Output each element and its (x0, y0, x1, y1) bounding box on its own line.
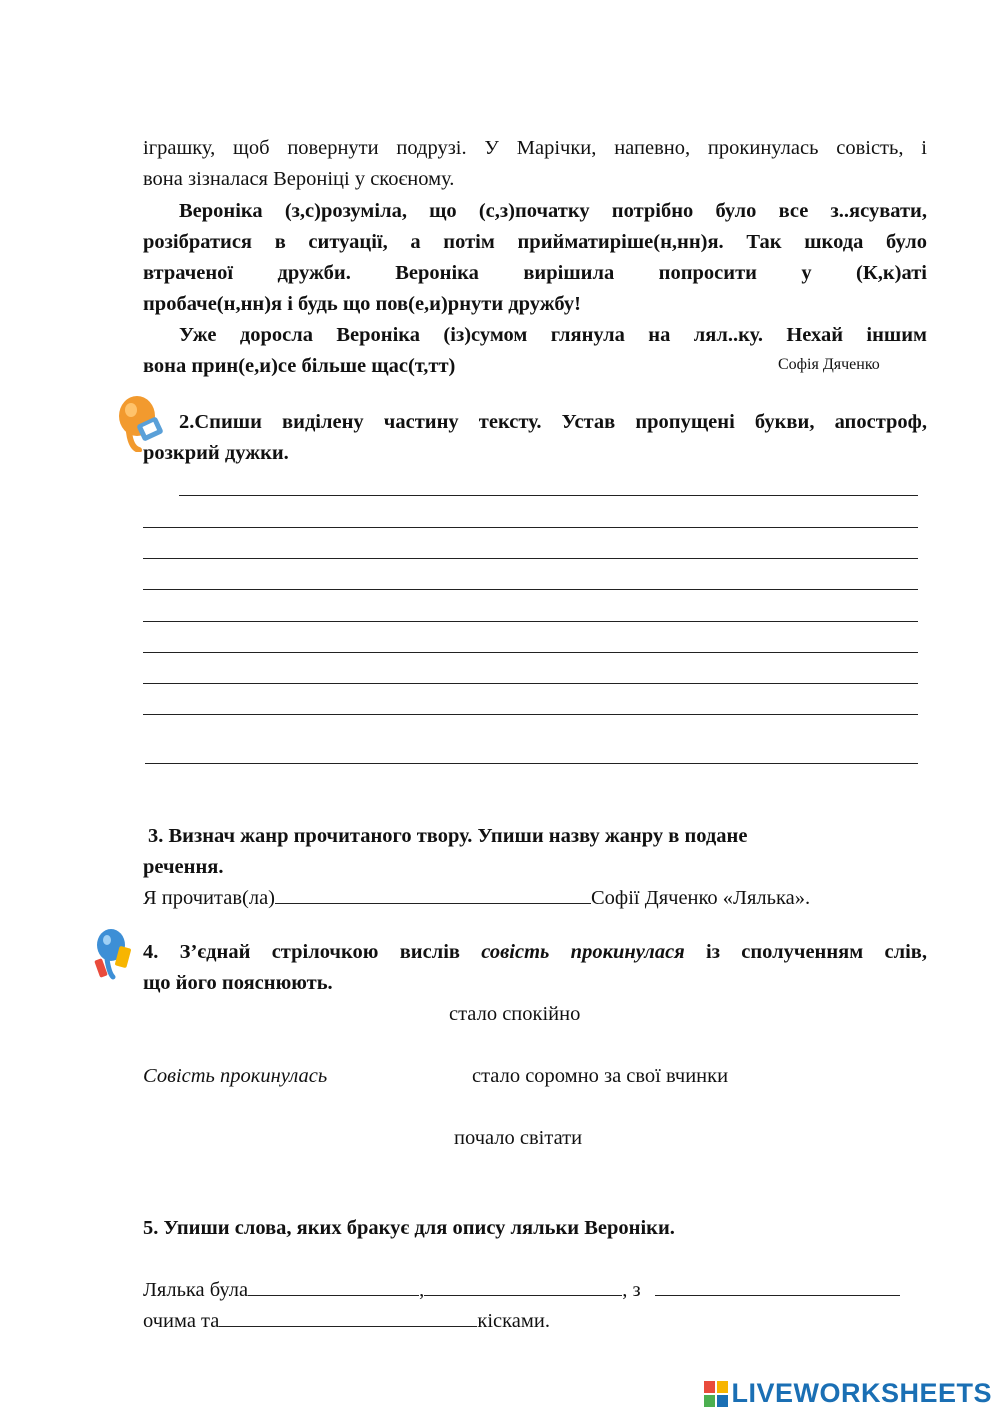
blue-mascot-icon (91, 925, 137, 981)
passage-line-2: вона зізналася Вероніці у скоєному. (143, 168, 455, 190)
liveworksheets-text: LIVEWORKSHEETS (731, 1378, 992, 1408)
bold-passage-line-4: пробаче(н,нн)я і будь що пов(е,и)рнути дружбу! (143, 293, 581, 315)
task5-part1: Лялька була (143, 1279, 249, 1301)
task3-prefix: Я прочитав(ла) (143, 887, 275, 909)
bold-passage-line-6: вона прин(е,и)се більше щас(т,тт) (143, 355, 456, 377)
writing-line[interactable] (143, 621, 918, 622)
task4-title-line-2: що його пояснюють. (143, 972, 333, 994)
bold-passage-line-1: Вероніка (з,с)розуміла, що (с,з)початку потрібно було все з..ясувати, (179, 200, 927, 222)
task3-title-line-1: 3. Визнач жанр прочитаного твору. Упиши назву жанру в подане (148, 825, 748, 847)
doll-description-blank-3[interactable] (655, 1275, 900, 1296)
writing-line[interactable] (179, 495, 918, 496)
task5-comma: , (419, 1279, 425, 1301)
task4-title-part-a: 4. З’єднай стрілочкою вислів (143, 941, 482, 963)
passage-line-1: іграшку, щоб повернути подрузі. У Марічки, напевно, прокинулась совість, і (143, 137, 927, 159)
option-dawn[interactable]: почало світати (454, 1127, 583, 1149)
writing-line[interactable] (143, 714, 918, 715)
writing-line[interactable] (145, 763, 918, 764)
liveworksheets-grid-icon (704, 1381, 728, 1407)
task3-title-line-2: речення. (143, 856, 224, 878)
task4-title-italic: совість прокинулася (481, 941, 685, 963)
writing-line[interactable] (143, 652, 918, 653)
liveworksheets-logo[interactable] (704, 1378, 992, 1409)
genre-answer-blank[interactable] (275, 883, 591, 904)
task4-title-part-b: із сполученням слів, (684, 941, 927, 963)
task4-title-line-1 (143, 937, 927, 968)
writing-line[interactable] (143, 683, 918, 684)
task2-title-line-1: 2.Спиши виділену частину тексту. Устав пропущені букви, апостроф, (179, 411, 927, 433)
task5-part4: кісками. (477, 1310, 550, 1332)
doll-description-blank-4[interactable] (219, 1306, 477, 1327)
option-calm[interactable]: стало спокійно (449, 1003, 581, 1025)
bold-passage-line-5: Уже доросла Вероніка (із)сумом глянула на лял..ку. Нехай іншим (179, 324, 927, 346)
task5-part2: , з (622, 1279, 641, 1301)
task5-part3: очима та (143, 1310, 220, 1332)
doll-description-blank-1[interactable] (248, 1275, 419, 1296)
task3-suffix: Софії Дяченко «Лялька». (591, 887, 811, 909)
writing-line[interactable] (143, 527, 918, 528)
option-ashamed[interactable]: стало соромно за свої вчинки (472, 1065, 729, 1087)
bold-passage-line-3: втраченої дружби. Вероніка вирішила попросити у (К,к)аті (143, 262, 927, 284)
phrase-conscience-awoke[interactable]: Совість прокинулась (143, 1065, 328, 1087)
task5-sentence-line-2 (143, 1306, 550, 1337)
doll-description-blank-2[interactable] (424, 1275, 622, 1296)
task3-sentence (143, 883, 810, 914)
bold-passage-line-2: розібратися в ситуації, а потім прийматиріше(н,нн)я. Так шкода було (143, 231, 927, 253)
task5-sentence-line-1 (143, 1275, 900, 1306)
task2-title-line-2: розкрий дужки. (143, 442, 289, 464)
author-name: Софія Дяченко (778, 356, 880, 373)
writing-line[interactable] (143, 589, 918, 590)
task5-title: 5. Упиши слова, яких бракує для опису ляльки Вероніки. (143, 1217, 675, 1239)
writing-line[interactable] (143, 558, 918, 559)
